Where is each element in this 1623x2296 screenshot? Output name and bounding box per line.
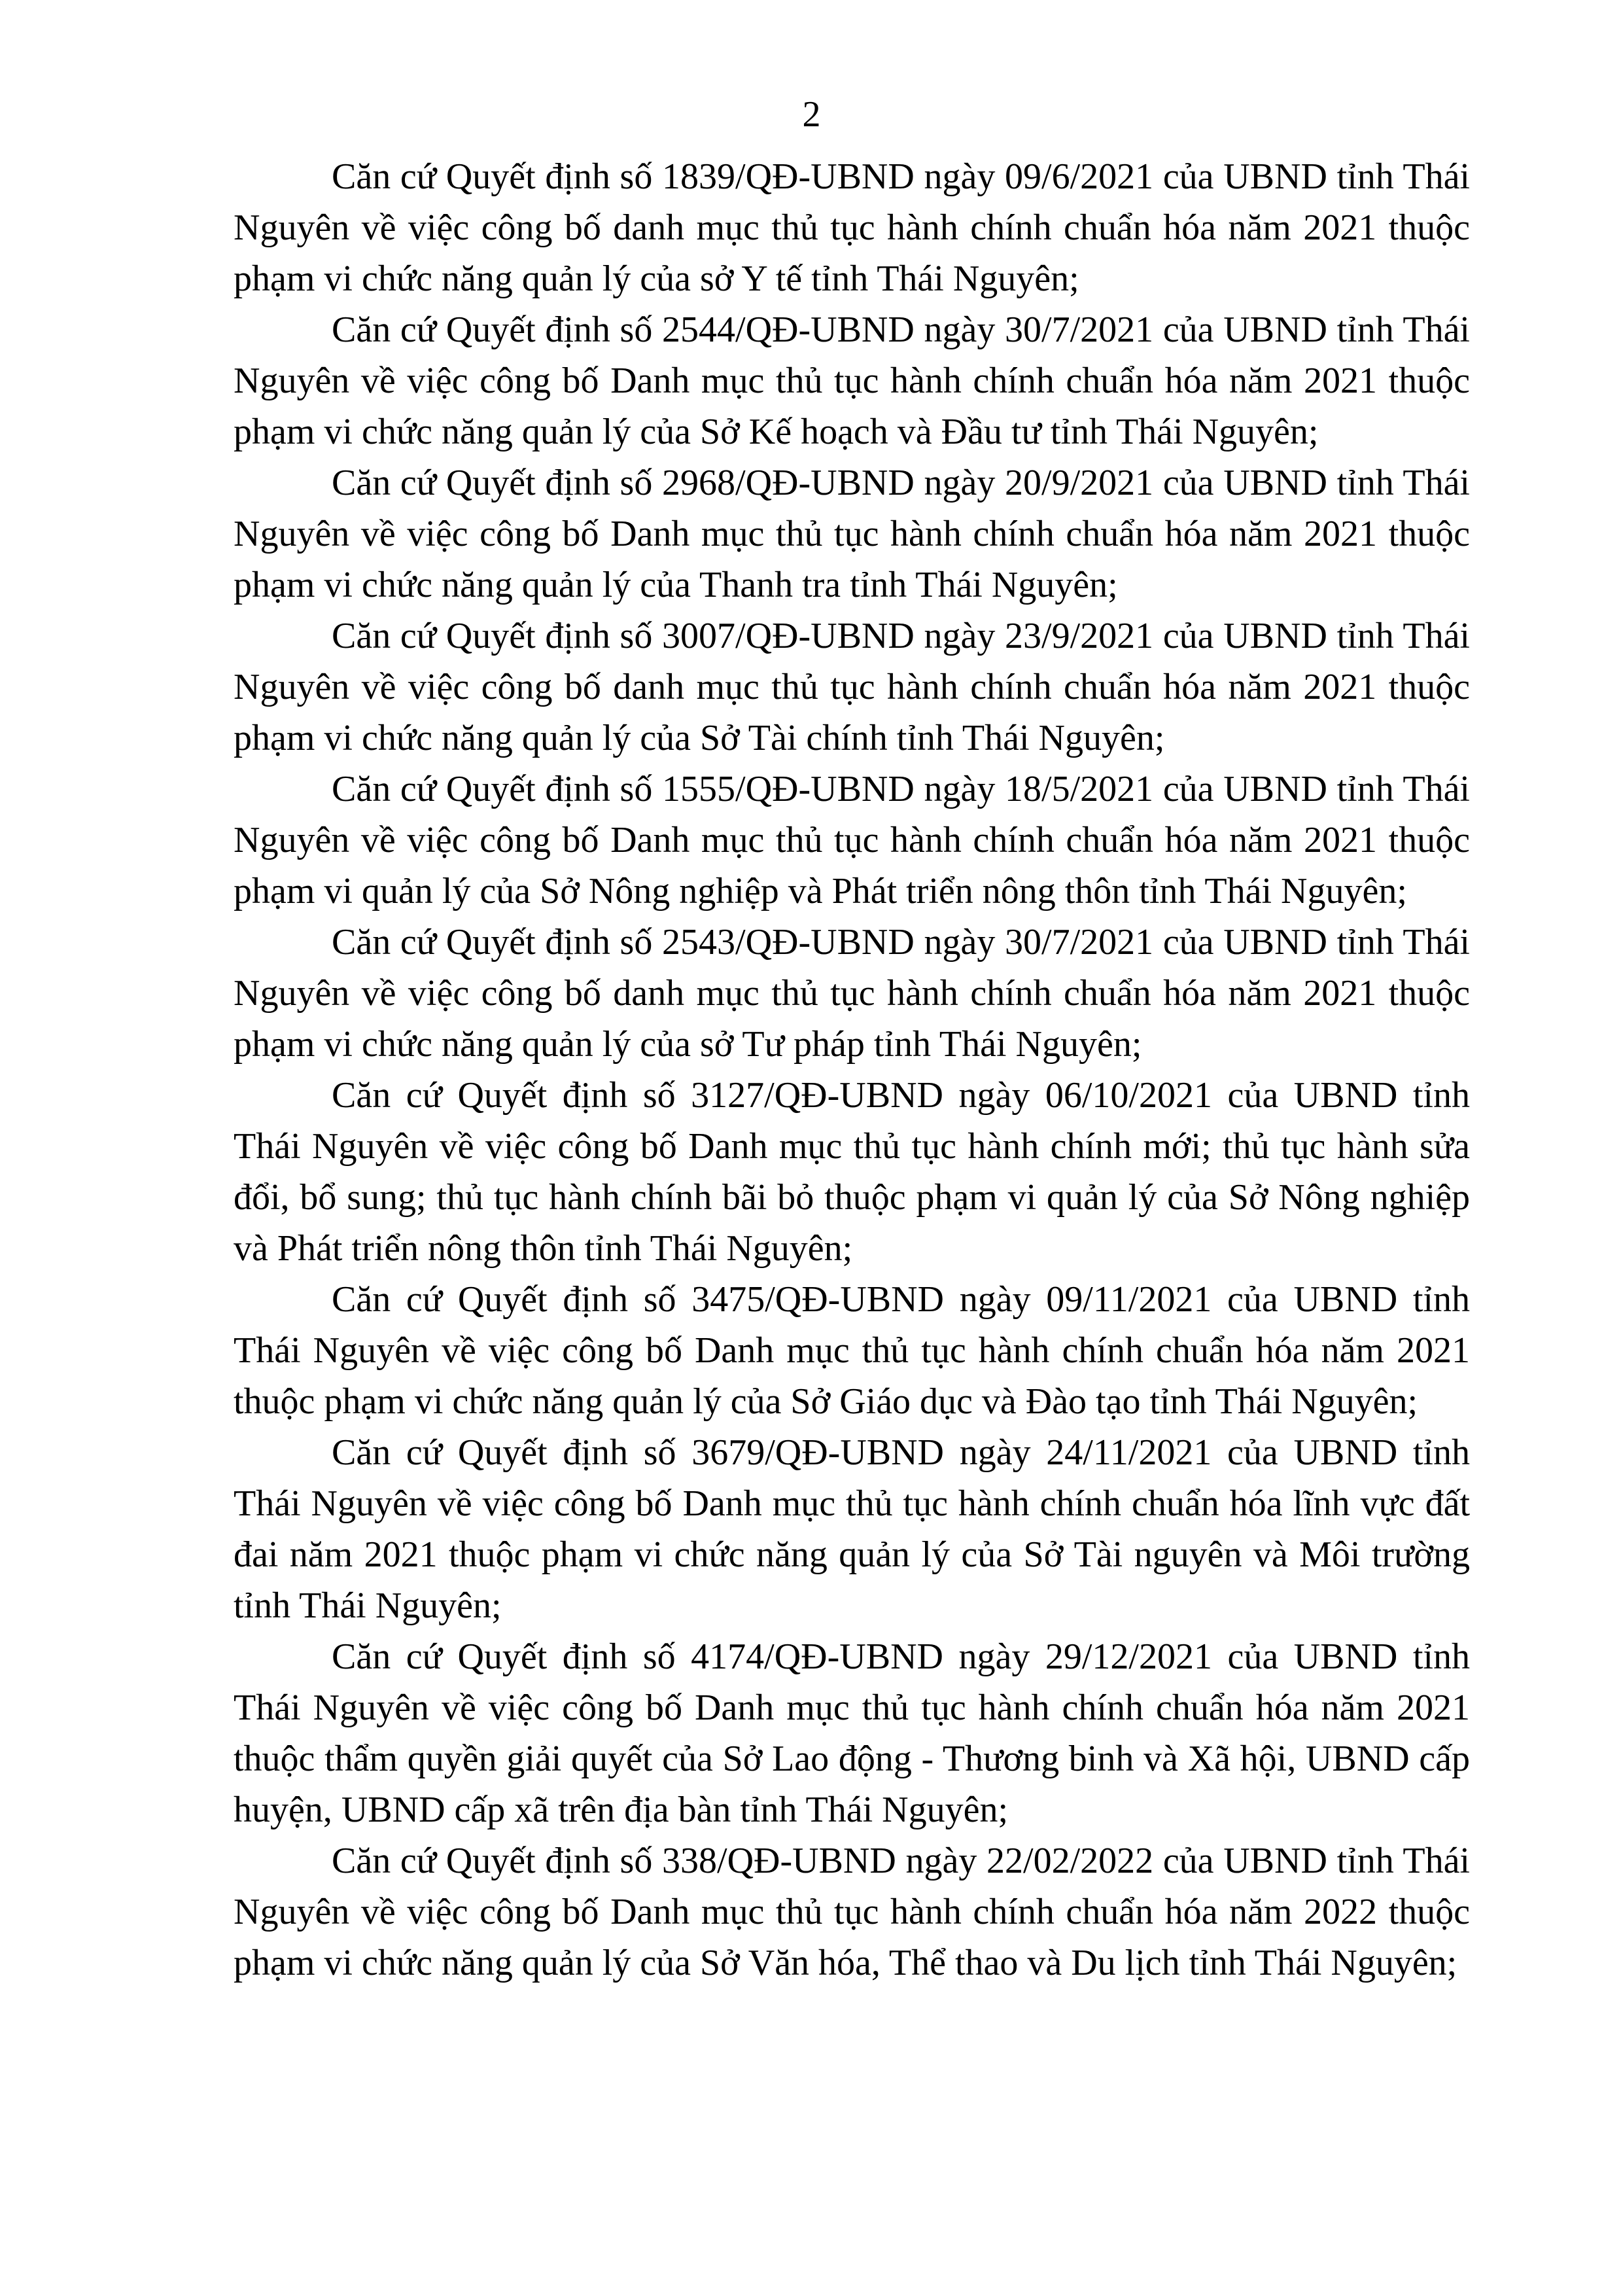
paragraph-decision-3007: Căn cứ Quyết định số 3007/QĐ-UBND ngày 23/9/2021 của UBND tỉnh Thái Nguyên về việc công bố danh mục thủ tục hành chính chuẩn hóa năm 2021 thuộc phạm vi chức năng quản lý của Sở Tài chính tỉnh Thái Nguyên; (234, 616, 1470, 758)
paragraph-decision-1555: Căn cứ Quyết định số 1555/QĐ-UBND ngày 18/5/2021 của UBND tỉnh Thái Nguyên về việc công bố Danh mục thủ tục hành chính chuẩn hóa năm 2021 thuộc phạm vi quản lý của Sở Nông nghiệp và Phát triển nông thôn tỉnh Thái Nguyên; (234, 769, 1470, 911)
paragraph-decision-2968: Căn cứ Quyết định số 2968/QĐ-UBND ngày 20/9/2021 của UBND tỉnh Thái Nguyên về việc công bố Danh mục thủ tục hành chính chuẩn hóa năm 2021 thuộc phạm vi chức năng quản lý của Thanh tra tỉnh Thái Nguyên; (234, 463, 1470, 605)
paragraph-decision-3475: Căn cứ Quyết định số 3475/QĐ-UBND ngày 09/11/2021 của UBND tỉnh Thái Nguyên về việc công bố Danh mục thủ tục hành chính chuẩn hóa năm 2021 thuộc phạm vi chức năng quản lý của Sở Giáo dục và Đào tạo tỉnh Thái Nguyên; (234, 1279, 1470, 1422)
paragraph-decision-3679: Căn cứ Quyết định số 3679/QĐ-UBND ngày 24/11/2021 của UBND tỉnh Thái Nguyên về việc công bố Danh mục thủ tục hành chính chuẩn hóa lĩnh vực đất đai năm 2021 thuộc phạm vi chức năng quản lý của Sở Tài nguyên và Môi trường tỉnh Thái Nguyên; (234, 1432, 1470, 1626)
document-body (234, 151, 1470, 1988)
paragraph-decision-2543: Căn cứ Quyết định số 2543/QĐ-UBND ngày 30/7/2021 của UBND tỉnh Thái Nguyên về việc công bố danh mục thủ tục hành chính chuẩn hóa năm 2021 thuộc phạm vi chức năng quản lý của sở Tư pháp tỉnh Thái Nguyên; (234, 922, 1470, 1065)
paragraph-decision-2544: Căn cứ Quyết định số 2544/QĐ-UBND ngày 30/7/2021 của UBND tỉnh Thái Nguyên về việc công bố Danh mục thủ tục hành chính chuẩn hóa năm 2021 thuộc phạm vi chức năng quản lý của Sở Kế hoạch và Đầu tư tỉnh Thái Nguyên; (234, 309, 1470, 452)
paragraph-decision-4174: Căn cứ Quyết định số 4174/QĐ-UBND ngày 29/12/2021 của UBND tỉnh Thái Nguyên về việc công bố Danh mục thủ tục hành chính chuẩn hóa năm 2021 thuộc thẩm quyền giải quyết của Sở Lao động - Thương binh và Xã hội, UBND cấp huyện, UBND cấp xã trên địa bàn tỉnh Thái Nguyên; (234, 1636, 1470, 1830)
paragraph-decision-1839: Căn cứ Quyết định số 1839/QĐ-UBND ngày 09/6/2021 của UBND tỉnh Thái Nguyên về việc công bố danh mục thủ tục hành chính chuẩn hóa năm 2021 thuộc phạm vi chức năng quản lý của sở Y tế tỉnh Thái Nguyên; (234, 156, 1470, 299)
paragraph-decision-338: Căn cứ Quyết định số 338/QĐ-UBND ngày 22/02/2022 của UBND tỉnh Thái Nguyên về việc công bố Danh mục thủ tục hành chính chuẩn hóa năm 2022 thuộc phạm vi chức năng quản lý của Sở Văn hóa, Thể thao và Du lịch tỉnh Thái Nguyên; (234, 1841, 1470, 1983)
paragraph-decision-3127: Căn cứ Quyết định số 3127/QĐ-UBND ngày 06/10/2021 của UBND tỉnh Thái Nguyên về việc công bố Danh mục thủ tục hành chính mới; thủ tục hành sửa đổi, bổ sung; thủ tục hành chính bãi bỏ thuộc phạm vi quản lý của Sở Nông nghiệp và Phát triển nông thôn tỉnh Thái Nguyên; (234, 1075, 1470, 1269)
page-number: 2 (802, 94, 821, 135)
